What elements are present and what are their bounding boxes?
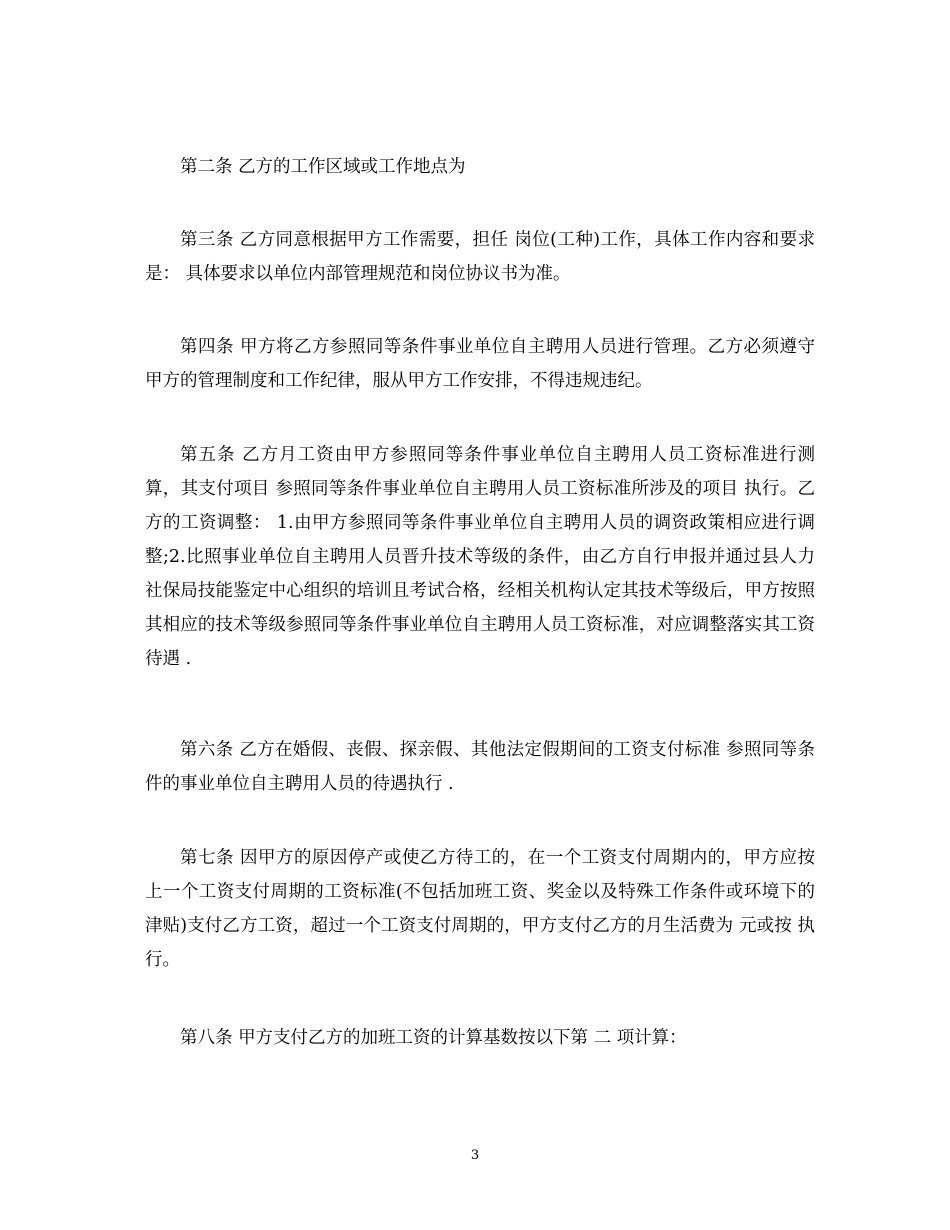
page-number: 3 (470, 1148, 480, 1163)
clause-5-paragraph: 第五条 乙方月工资由甲方参照同等条件事业单位自主聘用人员工资标准进行测算，其支付项目 参照同等条件事业单位自主聘用人员工资标准所涉及的项目 执行。乙方的工资调整： 1.由甲方参照同等条件事业单位自主聘用人员的调资政策相应进行调整;2.比照事业单位自主聘用人员晋升技术等级的条件，由乙方自行申报并通过县人力社保局技能鉴定中心组织的培训且考试合格，经相关机构认定其技术等级后，甲方按照其相应的技术等级参照同等条件事业单位自主聘用人员工资标准，对应调整落实其工资待遇 . (145, 445, 815, 669)
clause-3-paragraph: 第三条 乙方同意根据甲方工作需要，担任 岗位(工种)工作，具体工作内容和要求是： 具体要求以单位内部管理规范和岗位协议书为准。 (145, 230, 815, 284)
clause-2-paragraph: 第二条 乙方的工作区域或工作地点为 (180, 157, 466, 177)
clause-4-paragraph: 第四条 甲方将乙方参照同等条件事业单位自主聘用人员进行管理。乙方必须遵守甲方的管理制度和工作纪律，服从甲方工作安排，不得违规违纪。 (145, 337, 815, 391)
clause-8-paragraph: 第八条 甲方支付乙方的加班工资的计算基数按以下第 二 项计算： (180, 1028, 687, 1048)
clause-6-paragraph: 第六条 乙方在婚假、丧假、探亲假、其他法定假期间的工资支付标准 参照同等条件的事业单位自主聘用人员的待遇执行 . (145, 740, 815, 794)
clause-7-paragraph: 第七条 因甲方的原因停产或使乙方待工的，在一个工资支付周期内的，甲方应按上一个工资支付周期的工资标准(不包括加班工资、奖金以及特殊工作条件或环境下的津贴)支付乙方工资，超过一个工资支付周期的，甲方支付乙方的月生活费为 元或按 执行。 (145, 848, 815, 970)
